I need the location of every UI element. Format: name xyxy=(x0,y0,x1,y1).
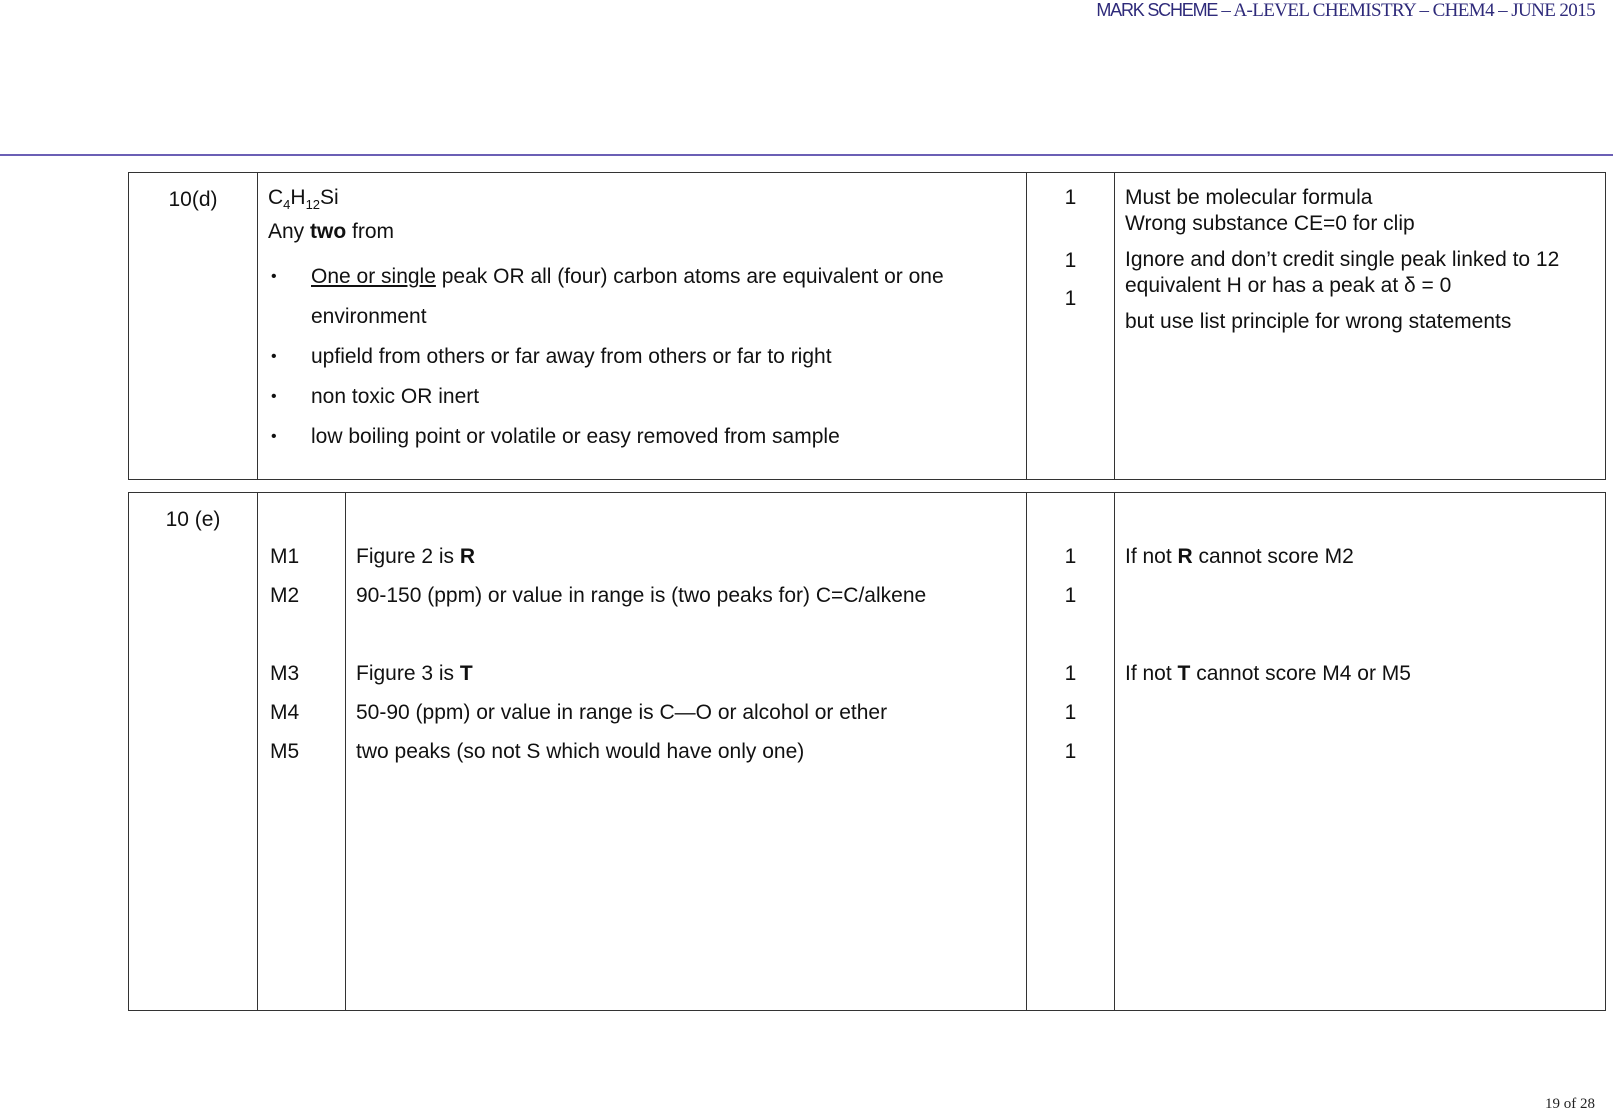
mark-value: 1 xyxy=(1064,545,1077,568)
guidance-line: Ignore and don’t credit single peak linked to 12 equivalent H or has a peak at δ = 0 xyxy=(1125,248,1560,297)
mark-point-label: M5 xyxy=(270,740,300,763)
mark-point-label: M2 xyxy=(270,584,300,607)
guidance-line: Wrong substance CE=0 for clip xyxy=(1125,212,1415,235)
marks-cell xyxy=(1027,173,1115,480)
answer-line: Figure 3 is T xyxy=(356,662,473,685)
answer-line: Figure 2 is R xyxy=(356,545,476,568)
answer-line: two peaks (so not S which would have only one) xyxy=(356,740,805,763)
guidance-line: Must be molecular formula xyxy=(1125,186,1373,209)
answer-points-list xyxy=(268,257,1016,457)
answer-point: • non toxic OR inert xyxy=(268,377,1016,417)
page-number: 19 of 28 xyxy=(1545,1096,1595,1112)
mark-value: 1 xyxy=(1064,701,1077,724)
header-title: – A-LEVEL CHEMISTRY – CHEM4 – JUNE 2015 xyxy=(1217,0,1595,21)
question-number: 10(d) xyxy=(129,173,258,480)
mark-point-label: M1 xyxy=(270,545,300,568)
answer-cell xyxy=(258,173,1027,480)
mark-value: 1 xyxy=(1064,584,1077,607)
answer-point: • low boiling point or volatile or easy removed from sample xyxy=(268,417,1016,457)
header-divider xyxy=(0,154,1613,156)
mark-value: 1 xyxy=(1064,186,1077,209)
marks-cell xyxy=(1027,493,1115,1011)
answer-point: • upfield from others or far away from others or far to right xyxy=(268,337,1016,377)
answer-line: 90-150 (ppm) or value in range is (two peaks for) C=C/alkene xyxy=(356,584,927,607)
answer-point: • One or single peak OR all (four) carbon atoms are equivalent or one environment xyxy=(268,257,1016,337)
mark-point-label: M3 xyxy=(270,662,300,685)
mark-point-label: M4 xyxy=(270,701,300,724)
answer-cell xyxy=(346,493,1027,1011)
guidance-line: but use list principle for wrong statements xyxy=(1125,310,1512,333)
mark-value: 1 xyxy=(1064,662,1077,685)
question-10d-table xyxy=(128,172,1606,480)
guidance-cell xyxy=(1115,173,1606,480)
guidance-line: If not R cannot score M2 xyxy=(1125,545,1354,568)
answer-line: 50-90 (ppm) or value in range is C—O or alcohol or ether xyxy=(356,701,888,724)
mark-value: 1 xyxy=(1064,249,1077,272)
any-two-instruction: Any two from xyxy=(268,220,395,243)
mark-point-labels xyxy=(258,493,346,1011)
molecular-formula: $C_4H_{12}Si$ xyxy=(268,186,339,213)
guidance-cell xyxy=(1115,493,1606,1011)
page-header xyxy=(1096,0,1595,22)
question-number: 10 (e) xyxy=(129,493,258,1011)
question-10e-table xyxy=(128,492,1606,1011)
mark-value: 1 xyxy=(1064,740,1077,763)
guidance-line: If not T cannot score M4 or M5 xyxy=(1125,662,1411,685)
header-mark-scheme: MARK SCHEME xyxy=(1096,0,1218,20)
mark-value: 1 xyxy=(1064,287,1077,310)
